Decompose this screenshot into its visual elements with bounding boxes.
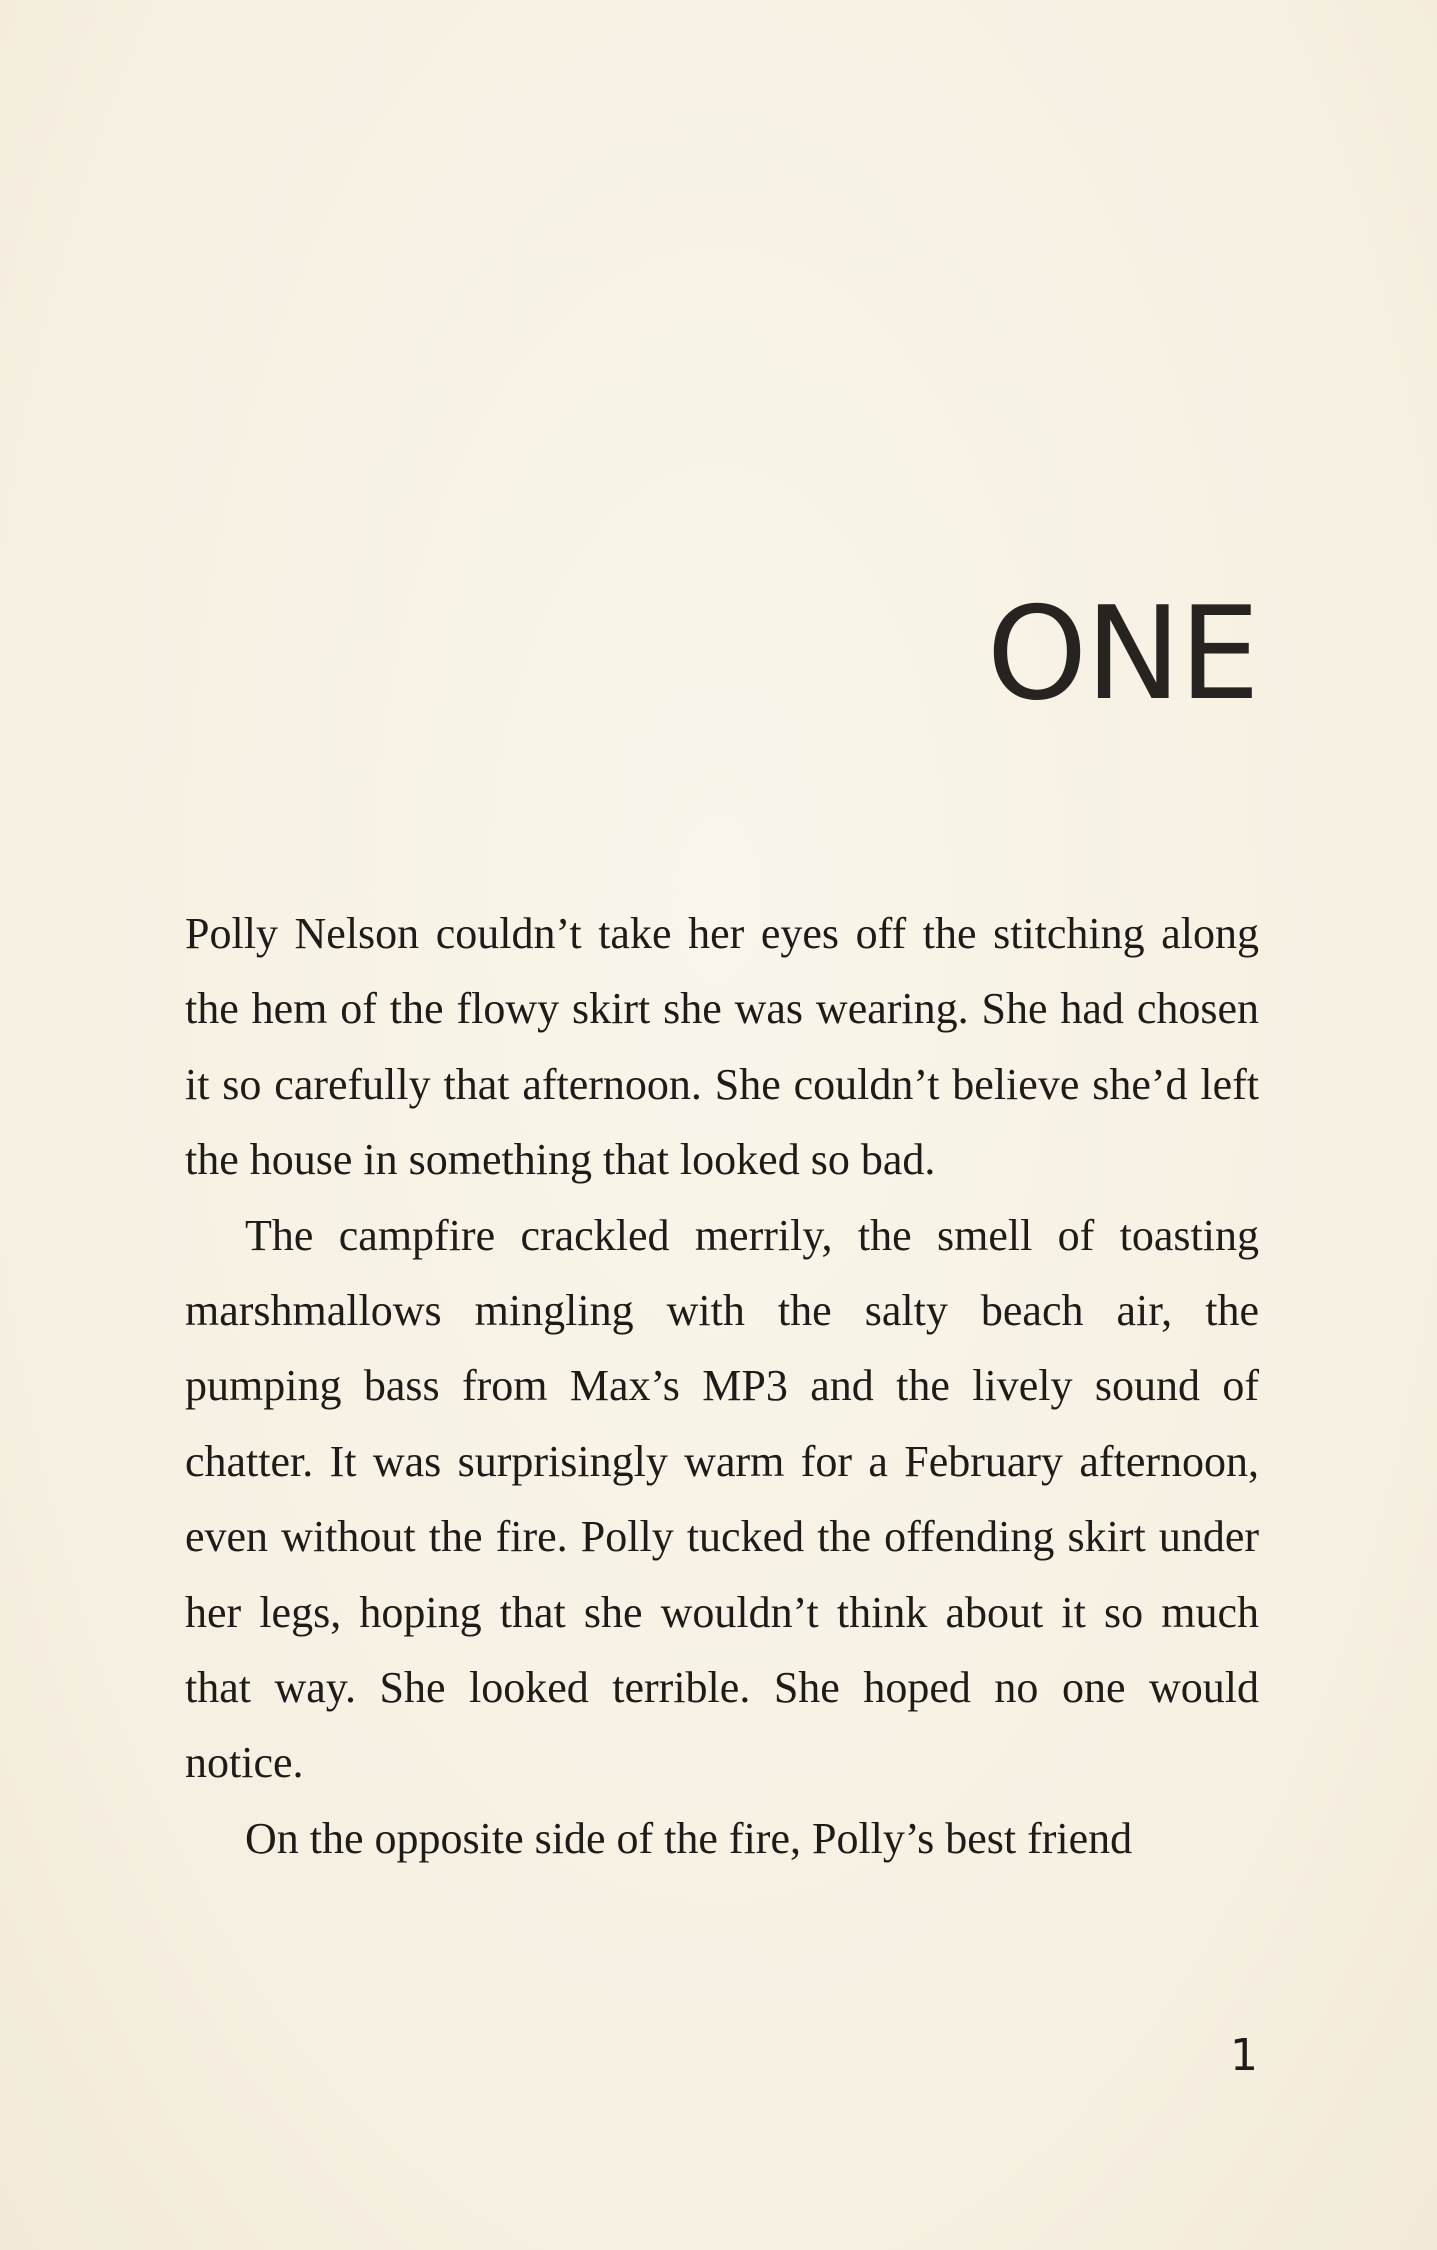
chapter-title: ONE <box>986 580 1258 729</box>
paragraph-1: Polly Nelson couldn’t take her eyes off the stitching along the hem of the flowy skirt she was wearing. She had chosen it so carefully that afternoon. She couldn’t believe she’d left the house in something that looked so bad. <box>185 909 1259 1185</box>
paragraph-3: On the opposite side of the fire, Polly’s best friend <box>245 1813 1133 1863</box>
chapter-body <box>185 896 1259 1876</box>
page-number: 1 <box>1230 2030 1258 2081</box>
paragraph-2: The campfire crackled merrily, the smell of toasting marshmallows mingling with the salty beach air, the pumping bass from Max’s MP3 and the lively sound of chatter. It was surprisingly warm for a February afternoon, even without the fire. Polly tucked the offending skirt under her legs, hoping that she wouldn’t think about it so much that way. She looked terrible. She hoped no one would notice. <box>185 1210 1259 1788</box>
